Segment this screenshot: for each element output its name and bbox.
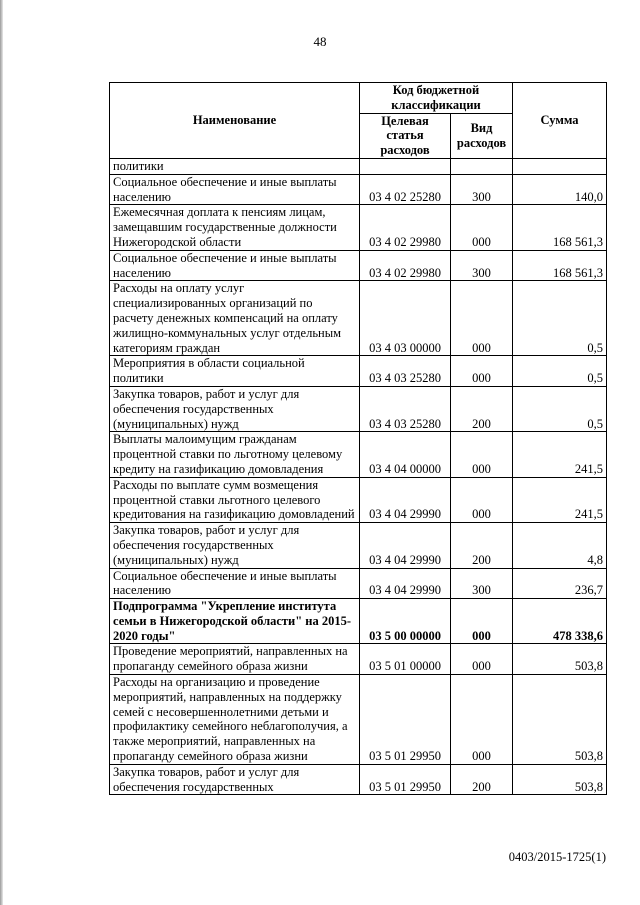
budget-table: [109, 82, 607, 795]
table-row: [110, 250, 607, 281]
table-body: [110, 158, 607, 794]
row-name-cell: Подпрограмма "Укрепление института семьи в Нижегородской области" на 2015-2020 годы": [110, 599, 360, 644]
row-sum-cell: 0,5: [513, 356, 607, 387]
table-row: [110, 174, 607, 205]
table-row: [110, 158, 607, 174]
row-target-cell: 03 4 04 00000: [360, 432, 451, 477]
row-target-cell: 03 4 04 29990: [360, 523, 451, 568]
row-type-cell: 300: [451, 174, 513, 205]
table-row: [110, 675, 607, 765]
row-name-cell: Проведение мероприятий, направленных на пропаганду семейного образа жизни: [110, 644, 360, 675]
row-sum-cell: 140,0: [513, 174, 607, 205]
row-name-cell: Социальное обеспечение и иные выплаты населению: [110, 250, 360, 281]
table-row: [110, 568, 607, 599]
row-target-cell: 03 4 03 25280: [360, 356, 451, 387]
row-sum-cell: 503,8: [513, 644, 607, 675]
row-target-cell: 03 4 02 25280: [360, 174, 451, 205]
row-type-cell: 000: [451, 599, 513, 644]
table-row: [110, 599, 607, 644]
row-type-cell: 200: [451, 523, 513, 568]
row-sum-cell: [513, 158, 607, 174]
row-sum-cell: 503,8: [513, 675, 607, 765]
row-type-cell: 000: [451, 432, 513, 477]
header-code-group: Код бюджетной классификации: [360, 83, 513, 114]
row-name-cell: политики: [110, 158, 360, 174]
row-name-cell: Выплаты малоимущим гражданам процентной ставки по льготному целевому кредиту на газификацию домовладения: [110, 432, 360, 477]
table-row: [110, 477, 607, 522]
row-target-cell: 03 4 02 29980: [360, 205, 451, 250]
row-type-cell: 200: [451, 386, 513, 431]
row-name-cell: Социальное обеспечение и иные выплаты населению: [110, 174, 360, 205]
row-type-cell: 000: [451, 205, 513, 250]
row-target-cell: 03 4 02 29980: [360, 250, 451, 281]
header-type: Вид расходов: [451, 113, 513, 158]
row-type-cell: 000: [451, 675, 513, 765]
header-sum: Сумма: [513, 83, 607, 159]
row-target-cell: 03 4 04 29990: [360, 568, 451, 599]
row-sum-cell: 168 561,3: [513, 205, 607, 250]
row-name-cell: Расходы на оплату услуг специализированных организаций по расчету денежных компенсаций на оплату жилищно-коммунальных услуг отдельным категориям граждан: [110, 281, 360, 356]
row-sum-cell: 241,5: [513, 477, 607, 522]
page-edge-shadow: [0, 0, 3, 905]
table-header: [110, 83, 607, 159]
row-target-cell: 03 5 00 00000: [360, 599, 451, 644]
table-row: [110, 386, 607, 431]
table-row: [110, 644, 607, 675]
row-sum-cell: 503,8: [513, 764, 607, 795]
row-type-cell: [451, 158, 513, 174]
row-sum-cell: 241,5: [513, 432, 607, 477]
row-name-cell: Закупка товаров, работ и услуг для обеспечения государственных (муниципальных) нужд: [110, 386, 360, 431]
table-row: [110, 764, 607, 795]
row-sum-cell: 4,8: [513, 523, 607, 568]
table-row: [110, 356, 607, 387]
row-target-cell: [360, 158, 451, 174]
row-target-cell: 03 5 01 29950: [360, 764, 451, 795]
row-name-cell: Расходы на организацию и проведение мероприятий, направленных на поддержку семей с несовершеннолетними детьми и профилактику семейного неблагополучия, а также мероприятий, направленных на пропаганду семейного образа жизни: [110, 675, 360, 765]
row-sum-cell: 478 338,6: [513, 599, 607, 644]
row-sum-cell: 168 561,3: [513, 250, 607, 281]
row-name-cell: Закупка товаров, работ и услуг для обеспечения государственных: [110, 764, 360, 795]
row-type-cell: 000: [451, 644, 513, 675]
row-type-cell: 000: [451, 477, 513, 522]
row-name-cell: Расходы по выплате сумм возмещения процентной ставки льготного целевого кредитования на газификацию домовладений: [110, 477, 360, 522]
row-type-cell: 000: [451, 356, 513, 387]
row-type-cell: 300: [451, 568, 513, 599]
page-number: 48: [313, 34, 327, 49]
row-name-cell: Закупка товаров, работ и услуг для обеспечения государственных (муниципальных) нужд: [110, 523, 360, 568]
document-code: 0403/2015-1725(1): [508, 850, 606, 864]
row-sum-cell: 236,7: [513, 568, 607, 599]
table-row: [110, 523, 607, 568]
row-target-cell: 03 5 01 00000: [360, 644, 451, 675]
row-name-cell: Социальное обеспечение и иные выплаты населению: [110, 568, 360, 599]
row-name-cell: Ежемесячная доплата к пенсиям лицам, замещавшим государственные должности Нижегородской области: [110, 205, 360, 250]
row-target-cell: 03 4 03 00000: [360, 281, 451, 356]
row-target-cell: 03 4 04 29990: [360, 477, 451, 522]
row-sum-cell: 0,5: [513, 386, 607, 431]
row-name-cell: Мероприятия в области социальной политики: [110, 356, 360, 387]
row-type-cell: 200: [451, 764, 513, 795]
header-target: Целевая статья расходов: [360, 113, 451, 158]
row-target-cell: 03 5 01 29950: [360, 675, 451, 765]
table-row: [110, 281, 607, 356]
row-sum-cell: 0,5: [513, 281, 607, 356]
row-type-cell: 000: [451, 281, 513, 356]
table-row: [110, 205, 607, 250]
row-target-cell: 03 4 03 25280: [360, 386, 451, 431]
row-type-cell: 300: [451, 250, 513, 281]
header-name: Наименование: [110, 83, 360, 159]
table-row: [110, 432, 607, 477]
